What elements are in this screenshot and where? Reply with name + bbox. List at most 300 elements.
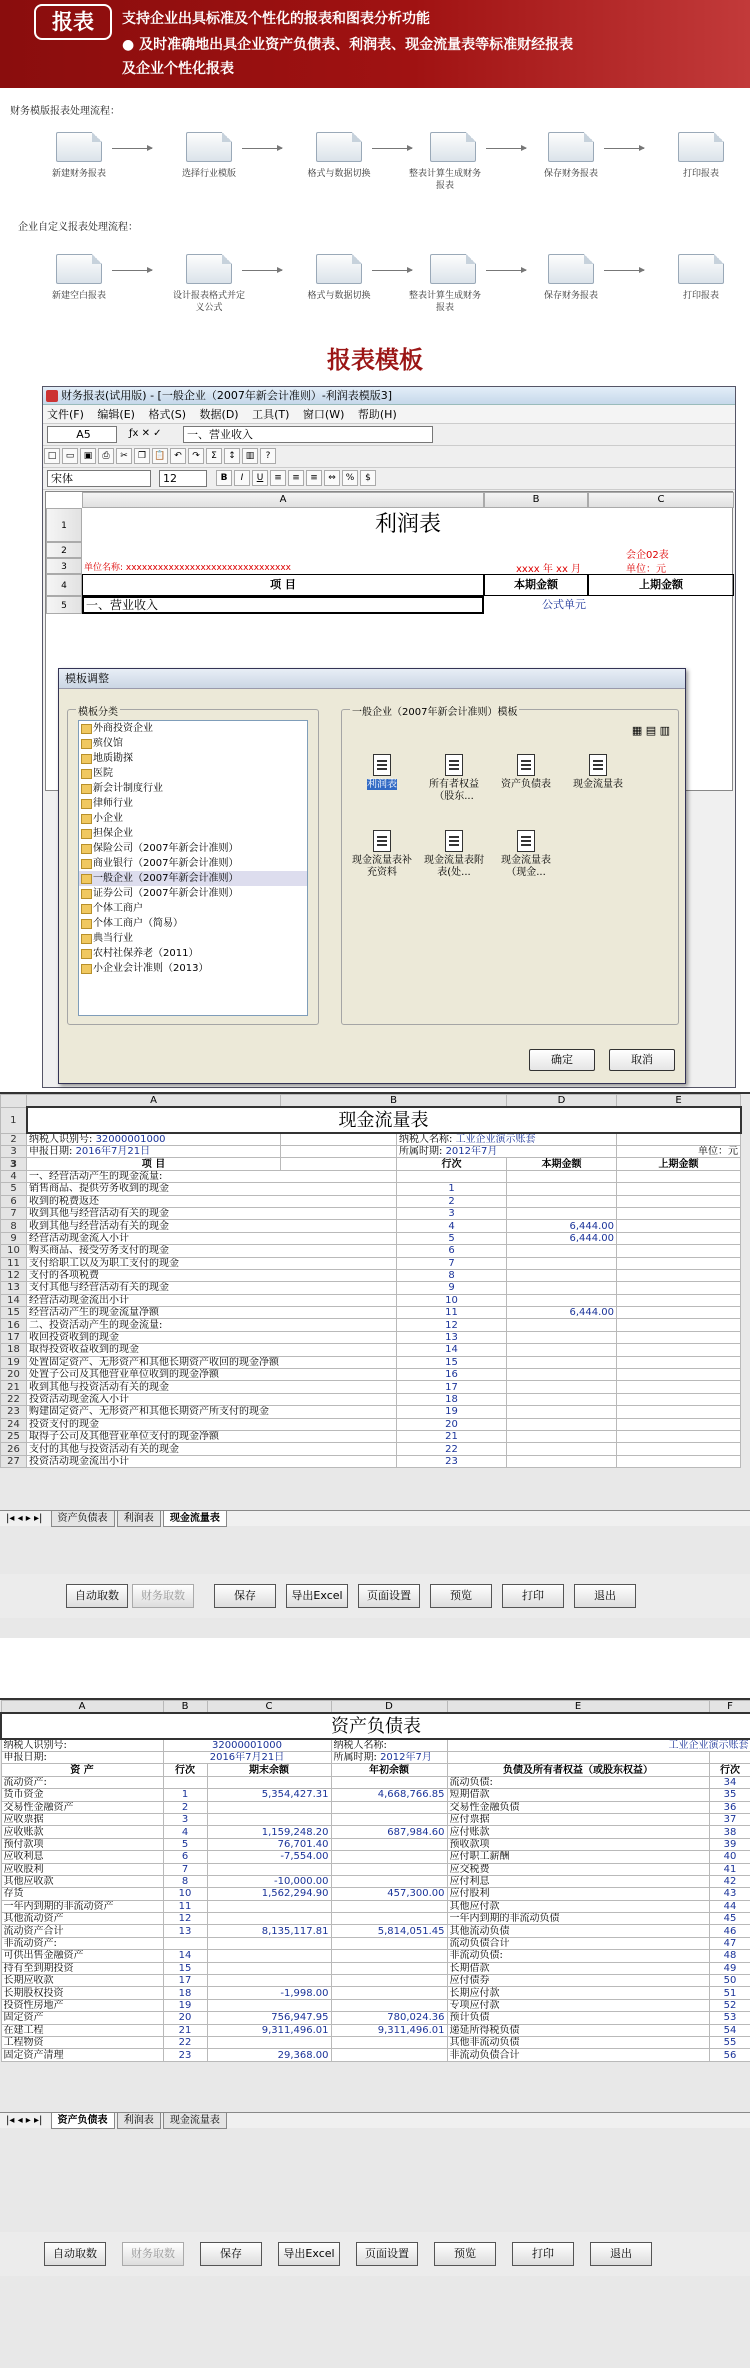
line-cell[interactable]: 19 <box>397 1406 507 1418</box>
liability-cell[interactable]: 应交税费 <box>447 1863 709 1875</box>
begin-amount-cell[interactable]: 457,300.00 <box>331 1888 447 1900</box>
cell-b5[interactable]: 公式单元 <box>542 598 586 611</box>
liability-cell[interactable]: 流动负债合计 <box>447 1937 709 1949</box>
template-cashflow-supplement[interactable]: 现金流量表补充资料 <box>350 830 414 879</box>
liability-cell[interactable]: 应付股利 <box>447 1888 709 1900</box>
row-4-header[interactable]: 4 <box>46 574 82 596</box>
line2-cell[interactable]: 34 <box>709 1776 750 1788</box>
category-item[interactable]: 外商投资企业 <box>79 721 307 736</box>
asset-cell[interactable]: 预付款项 <box>1 1838 163 1850</box>
cell-a5[interactable]: 一、营业收入 <box>82 596 484 614</box>
category-item[interactable]: 典当行业 <box>79 931 307 946</box>
last-amount-cell[interactable] <box>617 1381 741 1393</box>
row-number[interactable]: 10 <box>1 1245 27 1257</box>
begin-amount-cell[interactable] <box>331 1776 447 1788</box>
item-cell[interactable]: 投资活动现金流入小计 <box>27 1393 397 1405</box>
asset-cell[interactable]: 一年内到期的非流动资产 <box>1 1900 163 1912</box>
line-cell[interactable]: 13 <box>397 1331 507 1343</box>
line2-cell[interactable]: 37 <box>709 1813 750 1825</box>
row-number[interactable]: 20 <box>1 1369 27 1381</box>
begin-amount-cell[interactable] <box>331 1851 447 1863</box>
row-number[interactable]: 11 <box>1 1257 27 1269</box>
exit-button[interactable]: 退出 <box>574 1584 636 1608</box>
row-number[interactable]: 8 <box>1 1220 27 1232</box>
end-amount-cell[interactable]: 756,947.95 <box>207 2012 331 2024</box>
save-button[interactable]: 保存 <box>200 2242 262 2266</box>
ok-button[interactable]: 确定 <box>529 1049 595 1071</box>
last-amount-cell[interactable] <box>617 1356 741 1368</box>
row-number[interactable]: 14 <box>1 1294 27 1306</box>
item-cell[interactable]: 经营活动现金流入小计 <box>27 1232 397 1244</box>
menu-format[interactable]: 格式(S) <box>148 408 187 421</box>
begin-amount-cell[interactable] <box>331 1975 447 1987</box>
line-cell[interactable]: 12 <box>163 1913 207 1925</box>
item-cell[interactable]: 收到其他与经营活动有关的现金 <box>27 1207 397 1219</box>
this-amount-cell[interactable] <box>507 1257 617 1269</box>
this-amount-cell[interactable] <box>507 1183 617 1195</box>
line2-cell[interactable]: 53 <box>709 2012 750 2024</box>
item-cell[interactable]: 投资活动现金流出小计 <box>27 1455 397 1467</box>
print-button[interactable]: 打印 <box>502 1584 564 1608</box>
line2-cell[interactable]: 41 <box>709 1863 750 1875</box>
line-cell[interactable]: 20 <box>163 2012 207 2024</box>
this-amount-cell[interactable] <box>507 1369 617 1381</box>
liability-cell[interactable]: 非流动负债合计 <box>447 2049 709 2061</box>
preview-button[interactable]: 预览 <box>430 1584 492 1608</box>
line2-cell[interactable]: 40 <box>709 1851 750 1863</box>
line-cell[interactable]: 5 <box>397 1232 507 1244</box>
menu-help[interactable]: 帮助(H) <box>357 408 397 421</box>
line-cell[interactable]: 15 <box>163 1962 207 1974</box>
end-amount-cell[interactable]: 9,311,496.01 <box>207 2024 331 2036</box>
line2-cell[interactable]: 52 <box>709 1999 750 2011</box>
last-amount-cell[interactable] <box>617 1455 741 1467</box>
item-cell[interactable]: 收到其他与投资活动有关的现金 <box>27 1381 397 1393</box>
paste-icon[interactable]: 📋 <box>152 448 168 464</box>
item-cell[interactable]: 销售商品、提供劳务收到的现金 <box>27 1183 397 1195</box>
begin-amount-cell[interactable] <box>331 1937 447 1949</box>
line-cell[interactable]: 19 <box>163 1999 207 2011</box>
category-item[interactable]: 地质勘探 <box>79 751 307 766</box>
end-amount-cell[interactable] <box>207 1776 331 1788</box>
begin-amount-cell[interactable] <box>331 1987 447 1999</box>
liability-cell[interactable]: 非流动负债: <box>447 1950 709 1962</box>
line-cell[interactable]: 13 <box>163 1925 207 1937</box>
asset-cell[interactable]: 工程物资 <box>1 2036 163 2048</box>
col-b[interactable]: B <box>163 1701 207 1714</box>
chart-icon[interactable]: ▥ <box>242 448 258 464</box>
row-number[interactable]: 16 <box>1 1319 27 1331</box>
tab-balance[interactable]: 资产负债表 <box>51 2113 115 2129</box>
last-amount-cell[interactable] <box>617 1294 741 1306</box>
begin-amount-cell[interactable] <box>331 1913 447 1925</box>
last-amount-cell[interactable] <box>617 1418 741 1430</box>
this-amount-cell[interactable] <box>507 1356 617 1368</box>
this-amount-cell[interactable] <box>507 1207 617 1219</box>
page-setup-button[interactable]: 页面设置 <box>358 1584 420 1608</box>
liability-cell[interactable]: 其他应付款 <box>447 1900 709 1912</box>
print-icon[interactable]: ⎙ <box>98 448 114 464</box>
asset-cell[interactable]: 流动资产: <box>1 1776 163 1788</box>
begin-amount-cell[interactable] <box>331 2049 447 2061</box>
last-amount-cell[interactable] <box>617 1307 741 1319</box>
line-cell[interactable]: 22 <box>397 1443 507 1455</box>
line2-cell[interactable]: 51 <box>709 1987 750 1999</box>
asset-cell[interactable]: 固定资产 <box>1 2012 163 2024</box>
preview-button[interactable]: 预览 <box>434 2242 496 2266</box>
align-right-icon[interactable]: ≡ <box>306 470 322 486</box>
save-button[interactable]: 保存 <box>214 1584 276 1608</box>
line-cell[interactable]: 10 <box>163 1888 207 1900</box>
menu-data[interactable]: 数据(D) <box>199 408 239 421</box>
asset-cell[interactable]: 货币资金 <box>1 1789 163 1801</box>
line-cell[interactable]: 3 <box>397 1207 507 1219</box>
line-cell[interactable]: 8 <box>397 1269 507 1281</box>
col-e[interactable]: E <box>447 1701 709 1714</box>
begin-amount-cell[interactable] <box>331 1999 447 2011</box>
last-amount-cell[interactable] <box>617 1257 741 1269</box>
asset-cell[interactable]: 应收票据 <box>1 1813 163 1825</box>
menu-window[interactable]: 窗口(W) <box>302 408 345 421</box>
this-amount-cell[interactable] <box>507 1430 617 1442</box>
category-item[interactable]: 个体工商户（简易） <box>79 916 307 931</box>
asset-cell[interactable]: 交易性金融资产 <box>1 1801 163 1813</box>
bold-button[interactable]: B <box>216 470 232 486</box>
liability-cell[interactable]: 递延所得税负债 <box>447 2024 709 2036</box>
export-excel-button[interactable]: 导出Excel <box>278 2242 340 2266</box>
end-amount-cell[interactable]: 8,135,117.81 <box>207 1925 331 1937</box>
auto-fetch-button[interactable]: 自动取数 <box>66 1584 128 1608</box>
liability-cell[interactable]: 应付利息 <box>447 1875 709 1887</box>
asset-cell[interactable]: 投资性房地产 <box>1 1999 163 2011</box>
end-amount-cell[interactable]: 1,159,248.20 <box>207 1826 331 1838</box>
line2-cell[interactable]: 56 <box>709 2049 750 2061</box>
col-a-header[interactable]: A <box>82 492 484 508</box>
asset-cell[interactable]: 应收利息 <box>1 1851 163 1863</box>
italic-button[interactable]: I <box>234 470 250 486</box>
last-amount-cell[interactable] <box>617 1195 741 1207</box>
line-cell[interactable]: 12 <box>397 1319 507 1331</box>
category-item[interactable]: 小企业会计准则（2013） <box>79 961 307 976</box>
item-cell[interactable]: 收到的税费返还 <box>27 1195 397 1207</box>
this-amount-cell[interactable]: 6,444.00 <box>507 1220 617 1232</box>
asset-cell[interactable]: 其他应收款 <box>1 1875 163 1887</box>
menu-edit[interactable]: 编辑(E) <box>97 408 135 421</box>
end-amount-cell[interactable] <box>207 1813 331 1825</box>
template-cashflow-attached[interactable]: 现金流量表附表(处... <box>422 830 486 879</box>
item-cell[interactable]: 取得子公司及其他营业单位支付的现金净额 <box>27 1430 397 1442</box>
end-amount-cell[interactable] <box>207 2036 331 2048</box>
line-cell[interactable]: 17 <box>163 1975 207 1987</box>
col-e[interactable]: E <box>617 1095 741 1108</box>
begin-amount-cell[interactable] <box>331 1813 447 1825</box>
line-cell[interactable] <box>397 1170 507 1182</box>
function-icon[interactable]: ƒx ✕ ✓ <box>129 428 162 439</box>
row-number[interactable]: 19 <box>1 1356 27 1368</box>
this-amount-cell[interactable] <box>507 1344 617 1356</box>
line-cell[interactable]: 21 <box>397 1430 507 1442</box>
last-amount-cell[interactable] <box>617 1170 741 1182</box>
sort-icon[interactable]: ↕ <box>224 448 240 464</box>
begin-amount-cell[interactable] <box>331 1900 447 1912</box>
underline-button[interactable]: U <box>252 470 268 486</box>
line-cell[interactable]: 5 <box>163 1838 207 1850</box>
line2-cell[interactable]: 35 <box>709 1789 750 1801</box>
new-icon[interactable]: □ <box>44 448 60 464</box>
this-amount-cell[interactable] <box>507 1282 617 1294</box>
line2-cell[interactable]: 44 <box>709 1900 750 1912</box>
template-cashflow-cash[interactable]: 现金流量表（现金... <box>494 830 558 879</box>
auto-fetch-button[interactable]: 自动取数 <box>44 2242 106 2266</box>
col-d[interactable]: D <box>507 1095 617 1108</box>
end-amount-cell[interactable] <box>207 1900 331 1912</box>
line2-cell[interactable]: 50 <box>709 1975 750 1987</box>
category-item[interactable]: 商业银行（2007年新会计准则） <box>79 856 307 871</box>
row-number[interactable]: 9 <box>1 1232 27 1244</box>
row-number[interactable]: 18 <box>1 1344 27 1356</box>
begin-amount-cell[interactable] <box>331 1801 447 1813</box>
this-amount-cell[interactable] <box>507 1443 617 1455</box>
line2-cell[interactable]: 48 <box>709 1950 750 1962</box>
line-cell[interactable]: 6 <box>397 1245 507 1257</box>
line-cell[interactable]: 4 <box>163 1826 207 1838</box>
row-number[interactable]: 22 <box>1 1393 27 1405</box>
line-cell[interactable]: 9 <box>397 1282 507 1294</box>
row-number[interactable]: 23 <box>1 1406 27 1418</box>
liability-cell[interactable]: 预收款项 <box>447 1838 709 1850</box>
last-amount-cell[interactable] <box>617 1207 741 1219</box>
template-balance[interactable]: 资产负债表 <box>494 754 558 791</box>
liability-cell[interactable]: 其他非流动负债 <box>447 2036 709 2048</box>
line-cell[interactable]: 1 <box>163 1789 207 1801</box>
asset-cell[interactable]: 可供出售金融资产 <box>1 1950 163 1962</box>
template-equity[interactable]: 所有者权益（股东... <box>422 754 486 803</box>
end-amount-cell[interactable]: -10,000.00 <box>207 1875 331 1887</box>
this-amount-cell[interactable] <box>507 1455 617 1467</box>
row-number[interactable]: 17 <box>1 1331 27 1343</box>
menu-file[interactable]: 文件(F) <box>47 408 84 421</box>
category-item-selected[interactable]: 一般企业（2007年新会计准则） <box>79 871 307 886</box>
col-b-header[interactable]: B <box>484 492 588 508</box>
col-d[interactable]: D <box>331 1701 447 1714</box>
row-number[interactable]: 25 <box>1 1430 27 1442</box>
this-amount-cell[interactable] <box>507 1269 617 1281</box>
category-item[interactable]: 个体工商户 <box>79 901 307 916</box>
begin-amount-cell[interactable] <box>331 1875 447 1887</box>
export-excel-button[interactable]: 导出Excel <box>286 1584 348 1608</box>
begin-amount-cell[interactable]: 5,814,051.45 <box>331 1925 447 1937</box>
align-left-icon[interactable]: ≡ <box>270 470 286 486</box>
open-icon[interactable]: ▭ <box>62 448 78 464</box>
this-amount-cell[interactable] <box>507 1245 617 1257</box>
tab-profit[interactable]: 利润表 <box>117 1511 161 1527</box>
row-number[interactable]: 12 <box>1 1269 27 1281</box>
finance-fetch-button[interactable]: 财务取数 <box>132 1584 194 1608</box>
line-cell[interactable]: 23 <box>163 2049 207 2061</box>
finance-fetch-button[interactable]: 财务取数 <box>122 2242 184 2266</box>
item-cell[interactable]: 处置固定资产、无形资产和其他长期资产收回的现金净额 <box>27 1356 397 1368</box>
end-amount-cell[interactable]: 1,562,294.90 <box>207 1888 331 1900</box>
begin-amount-cell[interactable]: 9,311,496.01 <box>331 2024 447 2036</box>
font-select[interactable]: 宋体 <box>47 470 151 487</box>
line-cell[interactable]: 18 <box>163 1987 207 1999</box>
line-cell[interactable]: 14 <box>397 1344 507 1356</box>
row-number[interactable]: 13 <box>1 1282 27 1294</box>
row-number[interactable]: 24 <box>1 1418 27 1430</box>
last-amount-cell[interactable] <box>617 1344 741 1356</box>
end-amount-cell[interactable] <box>207 1937 331 1949</box>
category-item[interactable]: 小企业 <box>79 811 307 826</box>
line-cell[interactable]: 11 <box>163 1900 207 1912</box>
asset-cell[interactable]: 应收股利 <box>1 1863 163 1875</box>
row-3-header[interactable]: 3 <box>46 558 82 574</box>
line-cell[interactable]: 7 <box>397 1257 507 1269</box>
asset-cell[interactable]: 固定资产清理 <box>1 2049 163 2061</box>
line-cell[interactable]: 17 <box>397 1381 507 1393</box>
line2-cell[interactable]: 47 <box>709 1937 750 1949</box>
item-cell[interactable]: 取得投资收益收到的现金 <box>27 1344 397 1356</box>
begin-amount-cell[interactable] <box>331 1863 447 1875</box>
help-icon[interactable]: ? <box>260 448 276 464</box>
line-cell[interactable] <box>163 1776 207 1788</box>
line-cell[interactable]: 10 <box>397 1294 507 1306</box>
this-amount-cell[interactable] <box>507 1170 617 1182</box>
liability-cell[interactable]: 流动负债: <box>447 1776 709 1788</box>
begin-amount-cell[interactable] <box>331 1950 447 1962</box>
liability-cell[interactable]: 一年内到期的非流动负债 <box>447 1913 709 1925</box>
item-cell[interactable]: 支付的各项税费 <box>27 1269 397 1281</box>
this-amount-cell[interactable] <box>507 1381 617 1393</box>
save-icon[interactable]: ▣ <box>80 448 96 464</box>
end-amount-cell[interactable]: -7,554.00 <box>207 1851 331 1863</box>
exit-button[interactable]: 退出 <box>590 2242 652 2266</box>
col-a[interactable]: A <box>27 1095 281 1108</box>
tab-nav-icons[interactable]: |◂ ◂ ▸ ▸| <box>6 2115 43 2126</box>
cancel-button[interactable]: 取消 <box>609 1049 675 1071</box>
line-cell[interactable]: 2 <box>397 1195 507 1207</box>
redo-icon[interactable]: ↷ <box>188 448 204 464</box>
asset-cell[interactable]: 非流动资产: <box>1 1937 163 1949</box>
formula-input[interactable]: 一、营业收入 <box>183 426 433 443</box>
this-amount-cell[interactable] <box>507 1319 617 1331</box>
line-cell[interactable]: 4 <box>397 1220 507 1232</box>
liability-cell[interactable]: 应付债券 <box>447 1975 709 1987</box>
merge-icon[interactable]: ⇔ <box>324 470 340 486</box>
line-cell[interactable]: 22 <box>163 2036 207 2048</box>
cell-reference-box[interactable]: A5 <box>47 426 117 443</box>
liability-cell[interactable]: 应付职工薪酬 <box>447 1851 709 1863</box>
asset-cell[interactable]: 其他流动资产 <box>1 1913 163 1925</box>
last-amount-cell[interactable] <box>617 1319 741 1331</box>
last-amount-cell[interactable] <box>617 1443 741 1455</box>
tab-cashflow[interactable]: 现金流量表 <box>163 2113 227 2129</box>
category-item[interactable]: 新会计制度行业 <box>79 781 307 796</box>
this-amount-cell[interactable] <box>507 1195 617 1207</box>
last-amount-cell[interactable] <box>617 1369 741 1381</box>
row-number[interactable]: 6 <box>1 1195 27 1207</box>
undo-icon[interactable]: ↶ <box>170 448 186 464</box>
begin-amount-cell[interactable] <box>331 1838 447 1850</box>
line-cell[interactable]: 7 <box>163 1863 207 1875</box>
row-number[interactable]: 5 <box>1 1183 27 1195</box>
row-2-header[interactable]: 2 <box>46 542 82 558</box>
liability-cell[interactable]: 应付票据 <box>447 1813 709 1825</box>
line-cell[interactable]: 8 <box>163 1875 207 1887</box>
col-c-header[interactable]: C <box>588 492 734 508</box>
liability-cell[interactable]: 交易性金融负债 <box>447 1801 709 1813</box>
end-amount-cell[interactable] <box>207 1801 331 1813</box>
liability-cell[interactable]: 应付账款 <box>447 1826 709 1838</box>
line2-cell[interactable]: 43 <box>709 1888 750 1900</box>
currency-icon[interactable]: $ <box>360 470 376 486</box>
line-cell[interactable]: 1 <box>397 1183 507 1195</box>
this-amount-cell[interactable] <box>507 1393 617 1405</box>
liability-cell[interactable]: 长期借款 <box>447 1962 709 1974</box>
item-cell[interactable]: 投资支付的现金 <box>27 1418 397 1430</box>
last-amount-cell[interactable] <box>617 1220 741 1232</box>
liability-cell[interactable]: 其他流动负债 <box>447 1925 709 1937</box>
line2-cell[interactable]: 39 <box>709 1838 750 1850</box>
row-number[interactable]: 4 <box>1 1170 27 1182</box>
line-cell[interactable] <box>163 1937 207 1949</box>
item-cell[interactable]: 经营活动产生的现金流量净额 <box>27 1307 397 1319</box>
line2-cell[interactable]: 49 <box>709 1962 750 1974</box>
last-amount-cell[interactable] <box>617 1393 741 1405</box>
col-b[interactable]: B <box>281 1095 507 1108</box>
menu-tools[interactable]: 工具(T) <box>252 408 290 421</box>
line-cell[interactable]: 20 <box>397 1418 507 1430</box>
tab-nav-icons[interactable]: |◂ ◂ ▸ ▸| <box>6 1513 43 1524</box>
end-amount-cell[interactable] <box>207 1999 331 2011</box>
line2-cell[interactable]: 45 <box>709 1913 750 1925</box>
last-amount-cell[interactable] <box>617 1183 741 1195</box>
item-cell[interactable]: 二、投资活动产生的现金流量: <box>27 1319 397 1331</box>
row-number[interactable]: 15 <box>1 1307 27 1319</box>
last-amount-cell[interactable] <box>617 1331 741 1343</box>
sum-icon[interactable]: Σ <box>206 448 222 464</box>
line2-cell[interactable]: 38 <box>709 1826 750 1838</box>
item-cell[interactable]: 购建固定资产、无形资产和其他长期资产所支付的现金 <box>27 1406 397 1418</box>
line2-cell[interactable]: 36 <box>709 1801 750 1813</box>
tab-profit[interactable]: 利润表 <box>117 2113 161 2129</box>
last-amount-cell[interactable] <box>617 1406 741 1418</box>
asset-cell[interactable]: 长期应收款 <box>1 1975 163 1987</box>
asset-cell[interactable]: 存货 <box>1 1888 163 1900</box>
tab-balance[interactable]: 资产负债表 <box>51 1511 115 1527</box>
begin-amount-cell[interactable]: 687,984.60 <box>331 1826 447 1838</box>
begin-amount-cell[interactable] <box>331 1962 447 1974</box>
line-cell[interactable]: 21 <box>163 2024 207 2036</box>
row-number[interactable]: 27 <box>1 1455 27 1467</box>
row-5-header[interactable]: 5 <box>46 596 82 614</box>
last-amount-cell[interactable] <box>617 1245 741 1257</box>
tab-cashflow[interactable]: 现金流量表 <box>163 1511 227 1527</box>
line-cell[interactable]: 6 <box>163 1851 207 1863</box>
end-amount-cell[interactable] <box>207 1863 331 1875</box>
liability-cell[interactable]: 专项应付款 <box>447 1999 709 2011</box>
item-cell[interactable]: 收到其他与经营活动有关的现金 <box>27 1220 397 1232</box>
end-amount-cell[interactable] <box>207 1962 331 1974</box>
item-cell[interactable]: 支付给职工以及为职工支付的现金 <box>27 1257 397 1269</box>
begin-amount-cell[interactable] <box>331 2036 447 2048</box>
item-cell[interactable]: 处置子公司及其他营业单位收到的现金净额 <box>27 1369 397 1381</box>
line2-cell[interactable]: 46 <box>709 1925 750 1937</box>
end-amount-cell[interactable] <box>207 1913 331 1925</box>
row-number[interactable]: 7 <box>1 1207 27 1219</box>
item-cell[interactable]: 支付其他与经营活动有关的现金 <box>27 1282 397 1294</box>
end-amount-cell[interactable] <box>207 1950 331 1962</box>
category-item[interactable]: 律师行业 <box>79 796 307 811</box>
